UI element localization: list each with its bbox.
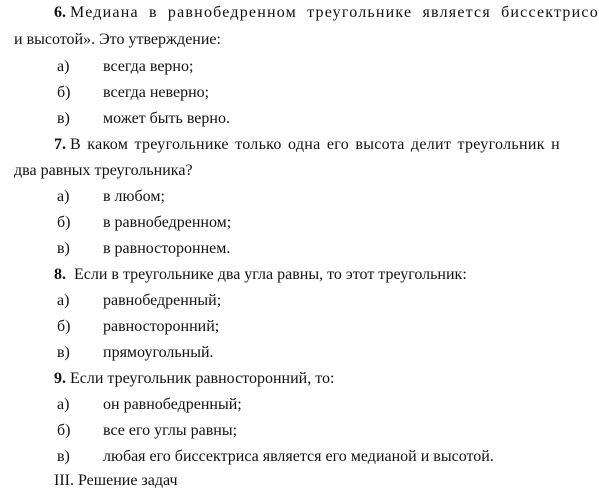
option-letter: б)	[57, 318, 71, 335]
question-8-line1	[54, 265, 467, 285]
question-9-line1	[54, 369, 334, 389]
option-text: равнобедренный;	[103, 292, 222, 309]
option-text: в равнобедренном;	[103, 214, 232, 231]
question-7-line2: два равных треугольника?	[14, 162, 193, 179]
option-row	[0, 317, 536, 337]
option-text: равносторонний;	[103, 318, 220, 335]
option-letter: а)	[57, 396, 70, 413]
option-text: любая его биссектриса является его медианой и высотой.	[103, 448, 494, 465]
option-row	[0, 291, 536, 311]
option-letter: а)	[57, 58, 70, 75]
option-text: может быть верно.	[103, 110, 230, 127]
question-number: 8.	[54, 266, 66, 283]
option-letter: в)	[57, 448, 70, 465]
option-text: в равностороннем.	[103, 240, 231, 257]
option-text: всегда неверно;	[103, 84, 210, 101]
option-row	[0, 57, 536, 77]
section-heading-partial: III. Решение задач	[54, 472, 178, 489]
question-text: Медиана в равнобедренном треугольнике является биссектрисо	[70, 4, 599, 21]
option-row	[0, 109, 536, 129]
option-row	[0, 421, 536, 441]
option-letter: в)	[57, 110, 70, 127]
option-row	[0, 447, 536, 467]
question-6-line1	[54, 3, 599, 23]
option-text: прямоугольный.	[103, 344, 214, 361]
option-row	[0, 395, 536, 415]
option-text: всегда верно;	[103, 58, 194, 75]
option-letter: в)	[57, 240, 70, 257]
question-text: Если в треугольнике два угла равны, то этот треугольник:	[74, 266, 467, 283]
option-letter: б)	[57, 422, 71, 439]
option-row	[0, 187, 536, 207]
question-number: 9.	[54, 370, 66, 387]
question-7-line1	[54, 135, 560, 155]
option-letter: б)	[57, 214, 71, 231]
question-number: 7.	[54, 136, 66, 153]
option-text: в любом;	[103, 188, 165, 205]
question-6-line2: и высотой». Это утверждение:	[14, 31, 221, 48]
option-letter: б)	[57, 84, 71, 101]
option-row	[0, 83, 536, 103]
option-letter: в)	[57, 344, 70, 361]
question-text: Если треугольник равносторонний, то:	[70, 370, 335, 387]
option-row	[0, 213, 536, 233]
option-letter: а)	[57, 188, 70, 205]
question-text: В каком треугольнике только одна его высота делит треугольник н	[70, 136, 560, 153]
option-text: он равнобедренный;	[103, 396, 242, 413]
option-row	[0, 239, 536, 259]
option-row	[0, 343, 536, 363]
option-text: все его углы равны;	[103, 422, 238, 439]
option-letter: а)	[57, 292, 70, 309]
question-number: 6.	[54, 4, 66, 21]
